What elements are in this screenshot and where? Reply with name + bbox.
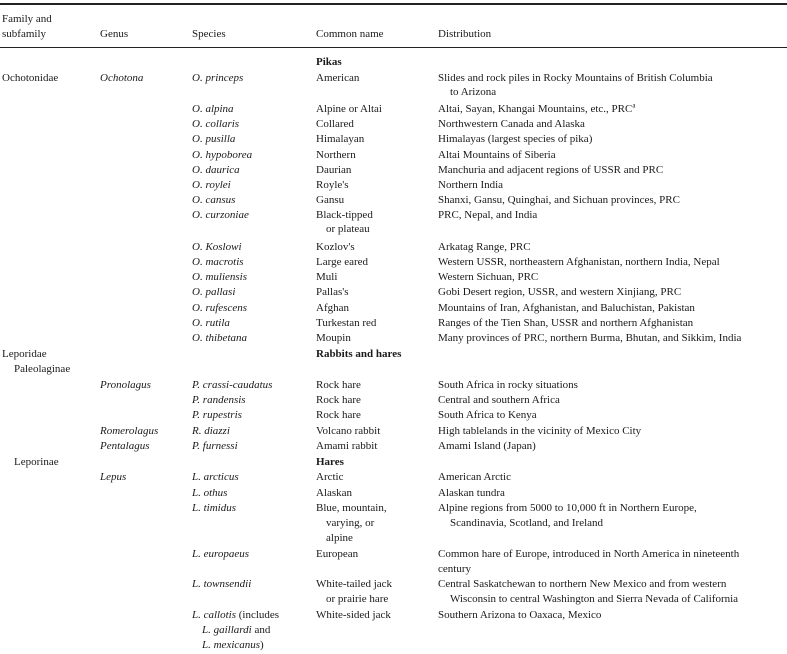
common-cell: Kozlov's — [316, 241, 355, 253]
species-note: (includes — [238, 609, 280, 621]
distribution-cell: Common hare of Europe, introduced in North America in nineteenth — [438, 548, 740, 560]
distribution-cell: Mountains of Iran, Afghanistan, and Baluchistan, Pakistan — [438, 302, 695, 314]
distribution-cell-cont: Scandinavia, Scotland, and Ireland — [450, 517, 604, 529]
distribution-cell: American Arctic — [438, 471, 511, 483]
species-cell: L. arcticus — [192, 471, 239, 483]
species-name: L. callotis — [192, 609, 237, 621]
species-cell: P. randensis — [192, 394, 246, 406]
common-cell: Alpine or Altai — [316, 103, 382, 115]
common-cell: Rock hare — [316, 394, 361, 406]
species-cell: P. furnessi — [192, 440, 238, 452]
distribution-cell: Alaskan tundra — [438, 487, 505, 499]
distribution-cell: Many provinces of PRC, northern Burma, Bhutan, and Sikkim, India — [438, 332, 742, 344]
distribution-cell: Western USSR, northeastern Afghanistan, northern India, Nepal — [438, 256, 720, 268]
distribution-text: Altai, Sayan, Khangai Mountains, etc., PRC — [438, 103, 633, 115]
header-rule — [0, 47, 787, 48]
header-family — [2, 12, 52, 42]
species-cell: O. hypoborea — [192, 149, 253, 161]
genus-lepus: Lepus — [100, 471, 127, 483]
common-cell: White-sided jack — [316, 609, 391, 621]
distribution-cell: Alpine regions from 5000 to 10,000 ft in Northern Europe, — [438, 502, 697, 514]
common-cell: Moupin — [316, 332, 351, 344]
species-cell: P. crassi-caudatus — [192, 379, 273, 391]
common-cell: Royle's — [316, 179, 349, 191]
distribution-cell: South Africa in rocky situations — [438, 379, 578, 391]
header-genus: Genus — [100, 28, 129, 40]
genus-romerolagus: Romerolagus — [100, 425, 159, 437]
distribution-cell: Northern India — [438, 179, 504, 191]
distribution-cell: Gobi Desert region, USSR, and western Xinjiang, PRC — [438, 286, 682, 298]
species-name: L. mexicanus — [202, 639, 261, 651]
common-cell: Rock hare — [316, 379, 361, 391]
species-cell: O. daurica — [192, 164, 240, 176]
genus-ochotona: Ochotona — [100, 72, 144, 84]
common-cell: Daurian — [316, 164, 352, 176]
species-cell: L. europaeus — [192, 548, 250, 560]
header-species: Species — [192, 28, 226, 40]
species-cell: O. pusilla — [192, 133, 236, 145]
species-cell — [192, 608, 279, 623]
common-cell-cont: alpine — [326, 532, 353, 544]
common-cell: Gansu — [316, 194, 345, 206]
distribution-cell — [438, 102, 635, 117]
group-rabbits-and-hares: Rabbits and hares — [316, 348, 402, 360]
distribution-cell: Arkatag Range, PRC — [438, 241, 531, 253]
species-cell: O. collaris — [192, 118, 240, 130]
species-name: L. gaillardi — [202, 624, 252, 636]
species-cell-cont — [192, 623, 270, 638]
header-common-name: Common name — [316, 28, 384, 40]
species-cell: R. diazzi — [192, 425, 230, 437]
species-cell: O. thibetana — [192, 332, 247, 344]
common-cell: Turkestan red — [316, 317, 377, 329]
genus-pronolagus: Pronolagus — [100, 379, 151, 391]
common-cell: Himalayan — [316, 133, 365, 145]
species-cell: L. othus — [192, 487, 228, 499]
footnote-marker: a — [632, 101, 636, 110]
subfamily-leporinae: Leporinae — [14, 456, 59, 468]
distribution-cell: Southern Arizona to Oaxaca, Mexico — [438, 609, 602, 621]
genus-pentalagus: Pentalagus — [100, 440, 150, 452]
species-cell: O. princeps — [192, 72, 244, 84]
distribution-cell-cont: Wisconsin to central Washington and Sierra Nevada of California — [450, 593, 739, 605]
species-cell: O. muliensis — [192, 271, 247, 283]
distribution-cell: PRC, Nepal, and India — [438, 209, 538, 221]
subfamily-paleolaginae: Paleolaginae — [14, 363, 71, 375]
species-cell: O. rufescens — [192, 302, 247, 314]
species-note: and — [254, 624, 271, 636]
distribution-cell: Ranges of the Tien Shan, USSR and northern Afghanistan — [438, 317, 694, 329]
species-cell: O. Koslowi — [192, 241, 242, 253]
common-cell-cont: or plateau — [326, 223, 370, 235]
distribution-cell: Altai Mountains of Siberia — [438, 149, 556, 161]
table-top-rule — [0, 3, 787, 5]
common-cell-cont: varying, or — [326, 517, 375, 529]
common-cell: Black-tipped — [316, 209, 373, 221]
common-cell: White-tailed jack — [316, 578, 393, 590]
species-cell: O. roylei — [192, 179, 231, 191]
species-cell: L. townsendii — [192, 578, 252, 590]
distribution-cell: Northwestern Canada and Alaska — [438, 118, 585, 130]
common-cell: American — [316, 72, 360, 84]
distribution-cell-cont: to Arizona — [450, 86, 497, 98]
common-cell: Pallas's — [316, 286, 349, 298]
common-cell: Northern — [316, 149, 356, 161]
distribution-cell: Himalayas (largest species of pika) — [438, 133, 593, 145]
common-cell: Muli — [316, 271, 338, 283]
distribution-cell: Manchuria and adjacent regions of USSR and PRC — [438, 164, 664, 176]
common-cell: Volcano rabbit — [316, 425, 381, 437]
distribution-cell: Slides and rock piles in Rocky Mountains of British Columbia — [438, 72, 713, 84]
common-cell: Blue, mountain, — [316, 502, 387, 514]
distribution-cell: Central Saskatchewan to northern New Mexico and from western — [438, 578, 727, 590]
common-cell: Alaskan — [316, 487, 353, 499]
species-cell: P. rupestris — [192, 409, 242, 421]
family-leporidae: Leporidae — [2, 348, 47, 360]
distribution-cell: Western Sichuan, PRC — [438, 271, 539, 283]
species-cell: O. curzoniae — [192, 209, 249, 221]
common-cell: European — [316, 548, 359, 560]
common-cell: Large eared — [316, 256, 369, 268]
species-cell: O. alpina — [192, 103, 234, 115]
group-pikas: Pikas — [316, 56, 342, 68]
family-ochotonidae: Ochotonidae — [2, 72, 59, 84]
distribution-cell: Shanxi, Gansu, Quinghai, and Sichuan provinces, PRC — [438, 194, 680, 206]
common-cell: Collared — [316, 118, 354, 130]
species-cell: O. rutila — [192, 317, 230, 329]
distribution-cell: High tablelands in the vicinity of Mexico City — [438, 425, 642, 437]
species-cell: O. cansus — [192, 194, 236, 206]
species-cell: O. pallasi — [192, 286, 236, 298]
distribution-cell: Amami Island (Japan) — [438, 440, 536, 452]
distribution-cell: South Africa to Kenya — [438, 409, 537, 421]
group-hares: Hares — [316, 456, 344, 468]
distribution-cell: Central and southern Africa — [438, 394, 560, 406]
species-cell-cont — [192, 638, 264, 653]
header-family-line2: subfamily — [2, 28, 46, 40]
common-cell: Afghan — [316, 302, 349, 314]
species-cell: L. timidus — [192, 502, 237, 514]
species-note: ) — [260, 639, 264, 651]
distribution-cell-cont: century — [438, 563, 471, 575]
common-cell-cont: or prairie hare — [326, 593, 389, 605]
header-distribution: Distribution — [438, 28, 492, 40]
common-cell: Arctic — [316, 471, 344, 483]
common-cell: Amami rabbit — [316, 440, 378, 452]
common-cell: Rock hare — [316, 409, 361, 421]
header-family-line1: Family and — [2, 13, 52, 25]
species-cell: O. macrotis — [192, 256, 244, 268]
